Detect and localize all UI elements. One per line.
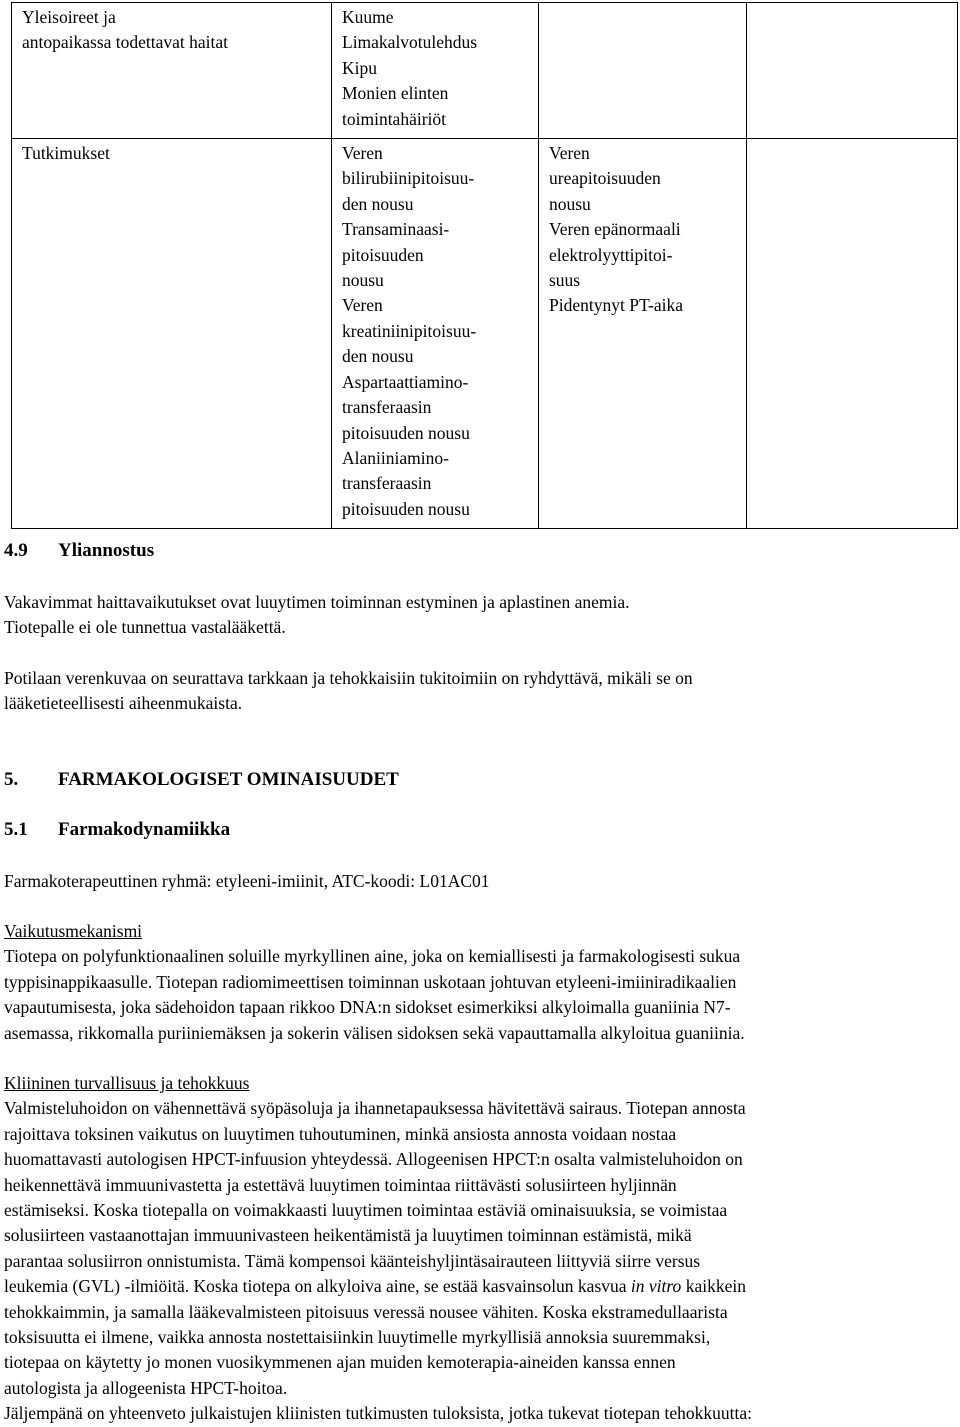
cell-text: Monien elinten	[342, 83, 449, 104]
text-line: tehokkaimmin, ja samalla lääkevalmisteen pitoisuus veressä nousee vähiten. Koska ekstramedullaarista	[4, 1301, 728, 1322]
section-number: 4.9	[4, 540, 28, 561]
text-line: heikennettävä immuunivastetta ja estettävä luuytimen toimintaa riittävästi solusiirteen hyljinnän	[4, 1174, 677, 1195]
cell-text: Tutkimukset	[22, 143, 110, 164]
text-line: huomattavasti autologisen HPCT-infuusion yhteydessä. Allogeenisen HPCT:n osalta valmisteluhoidon on	[4, 1149, 743, 1170]
cell-text: bilirubiinipitoisuu-	[342, 168, 475, 189]
text-segment: kaikkein	[685, 1276, 746, 1297]
cell-text: Pidentynyt PT-aika	[549, 295, 684, 316]
section-title: Farmakodynamiikka	[58, 819, 231, 840]
cell-text: nousu	[549, 193, 591, 214]
cell-text: transferaasin	[342, 473, 432, 494]
subheading: Kliininen turvallisuus ja tehokkuus	[4, 1073, 250, 1093]
cell-text: transferaasin	[342, 397, 432, 418]
cell-text: elektrolyyttipitoi-	[549, 244, 673, 265]
text-line: Vakavimmat haittavaikutukset ovat luuytimen toiminnan estyminen ja aplastinen anemia.	[4, 592, 630, 612]
text-line	[4, 1274, 956, 1299]
cell-text: Veren	[549, 143, 590, 164]
text-line: autologista ja allogeenista HPCT-hoitoa.	[4, 1377, 288, 1398]
cell-text: Transaminaasi-	[342, 219, 450, 240]
cell-text: ureapitoisuuden	[549, 168, 661, 189]
cell-text: Aspartaattiamino-	[342, 371, 469, 392]
overdose-paragraph-2	[4, 666, 956, 717]
cell-text: suus	[549, 270, 581, 291]
text-line: estämiseksi. Koska tiotepalla on voimakkaasti luuytimen toimintaa estäviä ominaisuuksia, se voimistaa	[4, 1200, 728, 1221]
section-title: Yliannostus	[58, 540, 155, 561]
section-number: 5.1	[4, 819, 28, 840]
text-line: toksisuutta ei ilmene, vaikka annosta nostettaisiinkin luuytimelle myrkyllisiä annoksia suuremmaksi,	[4, 1327, 711, 1348]
text-line: vapautumisesta, joka sädehoidon tapaan rikkoo DNA:n sidokset esimerkiksi alkyloimalla guaniinia N7-	[4, 997, 731, 1018]
cell-text: Limakalvotulehdus	[342, 32, 478, 53]
section-number: 5.	[4, 769, 19, 790]
table-row	[12, 139, 958, 529]
table-cell	[539, 3, 747, 139]
section-heading-5	[4, 767, 399, 792]
text-line: rajoittava toksinen vaikutus on luuytimen tuhoutuminen, minkä ansiosta annosta voidaan nostaa	[4, 1123, 677, 1144]
cell-text: Kuume	[342, 7, 394, 27]
cell-text: Veren	[342, 143, 383, 164]
cell-text: Yleisoireet ja	[22, 7, 116, 27]
cell-text: Alaniiniamino-	[342, 447, 449, 468]
cell-text: Kipu	[342, 57, 377, 78]
table-cell	[332, 3, 539, 139]
text-line: Valmisteluhoidon on vähennettävä syöpäsoluja ja ihannetapauksessa hävitettävä sairaus. Tiotepan annosta	[4, 1098, 746, 1119]
section-heading-5-1	[4, 817, 230, 842]
mechanism-section	[4, 919, 956, 1046]
cell-text: Veren	[342, 295, 383, 316]
text-line: typpisinappikaasulle. Tiotepan radiomimeettisen toiminnan uskotaan johtuvan etyleeni-imiiniradikaalien	[4, 971, 737, 992]
cell-text: pitoisuuden	[342, 244, 424, 265]
table-cell	[12, 139, 332, 529]
clinical-safety-section	[4, 1071, 956, 1427]
text-line: Potilaan verenkuvaa on seurattava tarkkaan ja tehokkaisiin tukitoimiin on ryhdyttävä, mikäli se on	[4, 668, 693, 688]
overdose-paragraph-1	[4, 590, 956, 641]
table-cell	[12, 3, 332, 139]
text-line: lääketieteellisesti aiheenmukaista.	[4, 693, 243, 714]
table-cell	[747, 3, 958, 139]
adverse-effects-table	[11, 2, 958, 529]
pharmacotherapeutic-group	[4, 869, 956, 894]
text-segment: leukemia (GVL) -ilmiöitä. Koska tiotepa on alkyloiva aine, se estää kasvainsolun kasvua	[4, 1276, 627, 1297]
cell-text: antopaikassa todettavat haitat	[22, 32, 229, 53]
text-line: Jäljempänä on yhteenveto julkaistujen kliinisten tutkimusten tuloksista, jotka tukevat tiotepan tehokkuutta:	[4, 1403, 752, 1424]
text-line: Farmakoterapeuttinen ryhmä: etyleeni-imiinit, ATC-koodi: L01AC01	[4, 871, 490, 891]
text-line: Tiotepa on polyfunktionaalinen soluille myrkyllinen aine, joka on kemiallisesti ja farmakologisesti sukua	[4, 946, 741, 967]
cell-text: den nousu	[342, 193, 414, 214]
section-heading-4-9	[4, 538, 154, 563]
cell-text: pitoisuuden nousu	[342, 498, 470, 519]
text-line: Tiotepalle ei ole tunnettua vastalääkettä.	[4, 617, 286, 638]
table-cell	[332, 139, 539, 529]
text-line: asemassa, rikkomalla puriiniemäksen ja sokerin välisen sidoksen sekä vapauttamalla alkyloitua guaniinia.	[4, 1022, 745, 1043]
text-line: solusiirteen vastaanottajan immuunivasteen heikentämistä ja luuytimen toiminnan estämistä, mikä	[4, 1225, 692, 1246]
subheading: Vaikutusmekanismi	[4, 921, 143, 941]
italic-term: in vitro	[630, 1276, 682, 1297]
text-line: parantaa solusiirron onnistumista. Tämä kompensoi käänteishyljintäsairauteen liittyviä siirre versus	[4, 1250, 701, 1271]
cell-text: den nousu	[342, 346, 414, 367]
cell-text: toimintahäiriöt	[342, 108, 447, 129]
cell-text: kreatiniinipitoisuu-	[342, 320, 477, 341]
cell-text: Veren epänormaali	[549, 219, 681, 240]
cell-text: pitoisuuden nousu	[342, 422, 470, 443]
table-cell	[747, 139, 958, 529]
text-line: tiotepaa on käytetty jo monen vuosikymmenen ajan muiden kemoterapia-aineiden kanssa ennen	[4, 1352, 676, 1373]
table-cell	[539, 139, 747, 529]
cell-text: nousu	[342, 270, 384, 291]
table-row	[12, 3, 958, 139]
section-title: FARMAKOLOGISET OMINAISUUDET	[58, 769, 399, 790]
